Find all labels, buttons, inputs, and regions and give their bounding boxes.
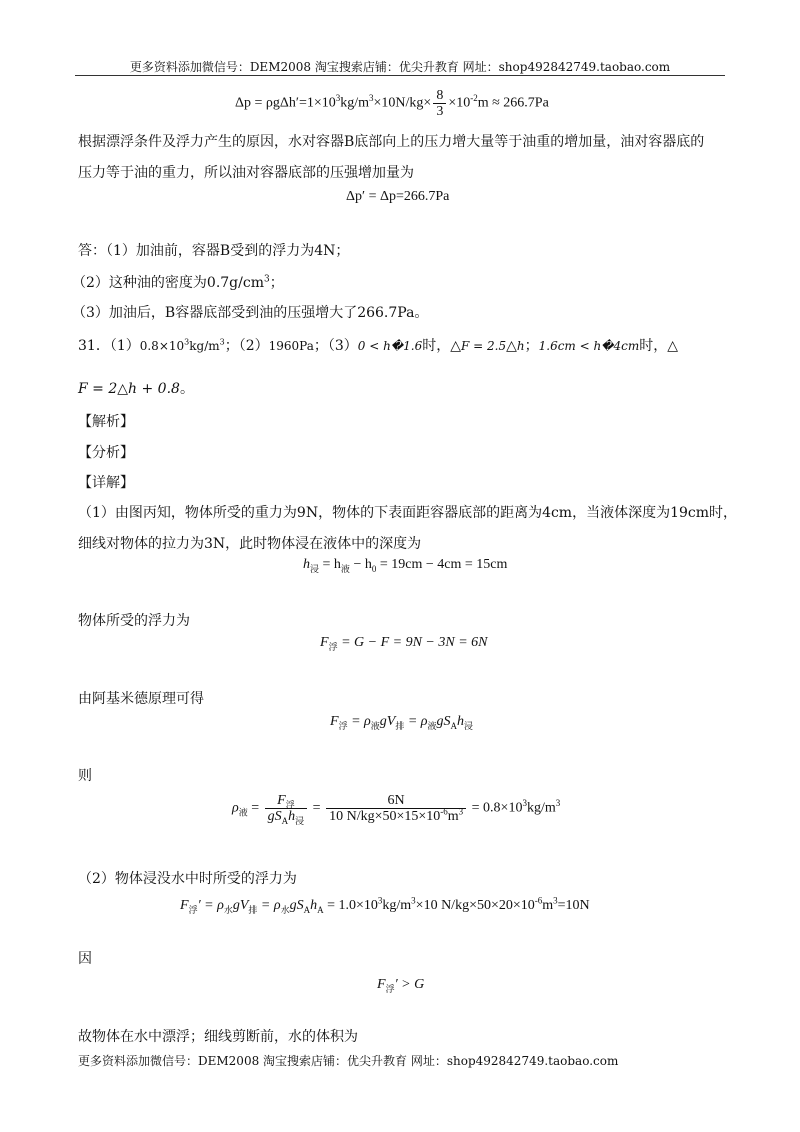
answer-line: 答：（1）加油前，容器B受到的浮力为4N；	[78, 243, 350, 259]
equation-buoyancy-water: $F_浮' = \rho_水gV_排 = \rho_水gS_Ah_A = 1.0\times 10^3kg/m^3\times 10$ $N/kg\times 50\times 20\times 10^{-6}m^3=10N$	[180, 895, 590, 915]
equation-immersion-depth: $h_浸 = h_液 - h_0 = 19cm - 4cm = 15cm$	[303, 557, 508, 574]
page-header: 更多资料添加微信号：DEM2008 淘宝搜索店铺：优尖升教育 网址：shop492842749.taobao.com	[129, 60, 671, 74]
paragraph-line: 则	[78, 768, 92, 784]
paragraph-line: 压力等于油的重力，所以油对容器底部的压强增加量为	[78, 165, 414, 181]
paragraph-line: （2）物体浸没水中时所受的浮力为	[78, 871, 297, 887]
question-31-answer: 31．$(1)0.8\times 10^3kg/m^3$；（2）1960Pa；（3）0 < h�1.6时，△F = 2.5△h；1.6cm < h�4cm时，△	[78, 337, 679, 354]
equation-pressure-increase: $\Delta p = \rho g\Delta h'=1\times 10^3kg/m^3\times 10N/kg\times$ $\frac{8}{3}$ $\times 10^{-2}m \approx 266.7Pa$	[235, 88, 549, 119]
paragraph-line: 因	[78, 951, 92, 967]
equation-compare: $F_浮' > G$	[377, 977, 425, 994]
label-jiexi: 【解析】	[78, 414, 134, 430]
equation-buoyancy: $F_浮 = G - F = 9N - 3N = 6N$	[320, 635, 488, 652]
paragraph-line: 根据漂浮条件及浮力产生的原因，水对容器B底部向上的压力增大量等于油重的增加量，油对容器底的	[78, 134, 705, 150]
paragraph-line: 物体所受的浮力为	[78, 613, 190, 629]
equation-archimedes: $F_浮 = \rho_液gV_排 = \rho_液gS_Ah_浸$	[330, 714, 474, 731]
equation-oil-pressure: Δp′ = Δp=266.7Pa	[346, 189, 450, 204]
page-footer: 更多资料添加微信号：DEM2008 淘宝搜索店铺：优尖升教育 网址：shop492842749.taobao.com	[78, 1054, 619, 1068]
answer-line: （3）加油后，B容器底部受到油的压强增大了266.7Pa。	[72, 305, 429, 321]
question-31-answer-cont: F = 2△h + 0.8。	[78, 381, 194, 397]
paragraph-line: 细线对物体的拉力为3N，此时物体浸在液体中的深度为	[78, 536, 422, 552]
answer-line: （2）这种油的密度为$0.7g/cm^3$；	[72, 274, 284, 291]
label-xiangjie: 【详解】	[78, 475, 134, 491]
paragraph-line: 由阿基米德原理可得	[78, 691, 204, 707]
paragraph-line: 故物体在水中漂浮；细线剪断前，水的体积为	[78, 1029, 358, 1045]
header-divider	[75, 75, 725, 76]
equation-density: $\rho_液$ = $\frac{F_浮}{gS_Ah_浸}$ = $\frac{6N}{10 N/kg\times 50\times 15\times 10^{-6}m^3}$ = $0.8\times 10^3kg/m^3$	[232, 793, 561, 826]
label-fenxi: 【分析】	[78, 445, 134, 461]
paragraph-line: （1）由图丙知，物体所受的重力为9N，物体的下表面距容器底部的距离为4cm，当液体深度为19cm时，	[78, 505, 738, 521]
